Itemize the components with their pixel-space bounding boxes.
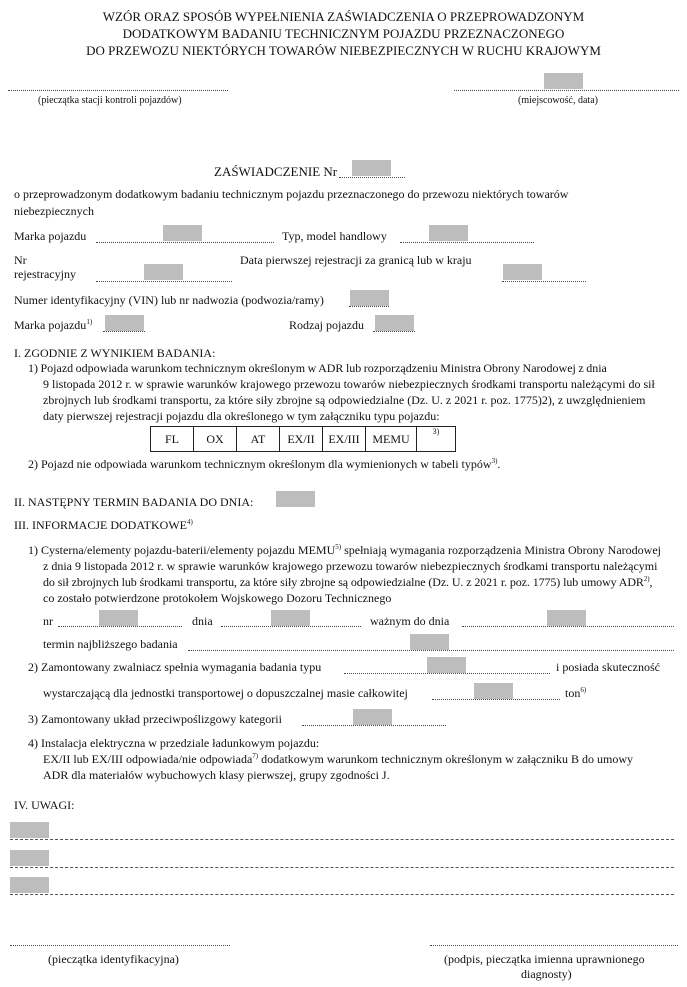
type-memu[interactable]: MEMU <box>366 427 417 452</box>
valid-until-line <box>462 626 674 627</box>
first-registration-line <box>502 281 586 282</box>
vehicle-kind-line <box>373 331 415 332</box>
vin-field[interactable] <box>350 290 389 306</box>
make2-label: Marka pojazdu$^{1)}$ <box>14 318 93 332</box>
section3-item1-line2: z dnia 9 listopada 2012 r. w sprawie warunków krajowego przewozu towarów niebezpiecznych środkami transportu należącymi <box>43 559 658 573</box>
title-line-3: DO PRZEWOZU NIEKTÓRYCH TOWARÓW NIEBEZPIECZNYCH W RUCHU KRAJOWYM <box>86 43 601 58</box>
protocol-nr-line <box>58 626 182 627</box>
protocol-date-label: dnia <box>192 614 213 628</box>
section1-item1-line3: zbrojnych lub środkami transportu, za które siły zbrojne są odpowiedzialne (Dz. U. z 2021 r. poz. 1775)2), z uwzględnieniem <box>43 393 646 407</box>
types-footnote: 3) <box>417 427 456 452</box>
reg-number-label-2: rejestracyjny <box>14 267 76 281</box>
section1-item2: 2) Pojazd nie odpowiada warunkom technicznym określonym dla wymienionych w tabeli typów$^{3)}$. <box>28 457 501 471</box>
make2-line <box>103 331 145 332</box>
id-stamp-line <box>10 945 230 946</box>
section1-heading: I. ZGODNIE Z WYNIKIEM BADANIA: <box>14 346 216 360</box>
stamp-line <box>8 90 228 91</box>
section3-heading: III. INFORMACJE DODATKOWE$^{4)}$ <box>14 518 193 532</box>
section3-item2-b: i posiada skuteczność <box>556 660 660 674</box>
type-ox[interactable]: OX <box>194 427 237 452</box>
type-ex-ii[interactable]: EX/II <box>280 427 323 452</box>
make-line <box>96 242 274 243</box>
id-stamp-label: (pieczątka identyfikacyjna) <box>48 952 179 966</box>
section3-item2-c: wystarczającą dla jednostki transportowej o dopuszczalnej masie całkowitej <box>43 686 408 700</box>
reg-number-label-1: Nr <box>14 253 27 267</box>
vehicle-kind-field[interactable] <box>375 315 414 331</box>
type-ex-iii[interactable]: EX/III <box>323 427 366 452</box>
retarder-type-line <box>344 673 550 674</box>
remarks-field-2[interactable] <box>10 850 49 866</box>
first-registration-label: Data pierwszej rejestracji za granicą lub w kraju <box>240 253 472 267</box>
next-test-field[interactable] <box>410 634 449 650</box>
make-label: Marka pojazdu <box>14 229 87 243</box>
type-at[interactable]: AT <box>237 427 280 452</box>
type-model-field[interactable] <box>429 225 468 241</box>
protocol-nr-label: nr <box>43 614 53 628</box>
reg-number-field[interactable] <box>144 264 183 280</box>
section4-heading: IV. UWAGI: <box>14 798 75 812</box>
protocol-date-field[interactable] <box>271 610 310 626</box>
type-model-label: Typ, model handlowy <box>282 229 387 243</box>
reg-number-line <box>96 281 232 282</box>
next-test-label: termin najbliższego badania <box>43 637 178 651</box>
certificate-number-line <box>339 177 405 178</box>
stamp-label: (pieczątka stacji kontroli pojazdów) <box>38 95 182 106</box>
section3-item4-line2: EX/II lub EX/III odpowiada/nie odpowiada$^{7)}$ dodatkowym warunkom technicznym określonym w załączniku B do umowy <box>43 752 634 766</box>
section1-item1-line2: 9 listopada 2012 r. w sprawie warunków krajowego przewozu towarów niebezpiecznych środkami transportu należącymi do sił <box>43 377 655 391</box>
vin-line <box>349 306 389 307</box>
type-model-line <box>400 242 534 243</box>
remarks-line-3 <box>10 894 674 895</box>
signature-label-2: diagnosty) <box>521 967 572 981</box>
protocol-date-line <box>221 626 361 627</box>
signature-line <box>430 945 678 946</box>
valid-until-field[interactable] <box>547 610 586 626</box>
section1-item1-line4: daty pierwszej rejestracji pojazdu dla określonego w tym załączniku typu pojazdu: <box>43 409 440 423</box>
type-fl[interactable]: FL <box>151 427 194 452</box>
vehicle-type-table <box>150 426 456 452</box>
next-test-line <box>188 650 674 651</box>
certificate-intro-line-2: niebezpiecznych <box>14 204 94 218</box>
signature-label-1: (podpis, pieczątka imienna uprawnionego <box>444 952 645 966</box>
place-date-line <box>454 90 679 91</box>
certificate-number-field[interactable] <box>352 160 391 176</box>
place-date-field[interactable] <box>544 73 583 89</box>
valid-until-label: ważnym do dnia <box>370 614 450 628</box>
section3-item3: 3) Zamontowany układ przeciwpoślizgowy kategorii <box>28 712 282 726</box>
section3-item1-line4: co zostało potwierdzone protokołem Wojskowego Dozoru Technicznego <box>43 591 392 605</box>
remarks-field-1[interactable] <box>10 822 49 838</box>
section3-item4-line1: 4) Instalacja elektryczna w przedziale ładunkowym pojazdu: <box>28 736 320 750</box>
first-registration-field[interactable] <box>503 264 542 280</box>
remarks-line-2 <box>10 867 674 868</box>
place-date-label: (miejscowość, data) <box>518 95 598 106</box>
next-test-date-field[interactable] <box>276 491 315 507</box>
make2-field[interactable] <box>105 315 144 331</box>
section2-heading: II. NASTĘPNY TERMIN BADANIA DO DNIA: <box>14 495 254 509</box>
mass-line <box>432 699 560 700</box>
certificate-heading: ZAŚWIADCZENIE Nr <box>214 164 338 179</box>
title-line-1: WZÓR ORAZ SPOSÓB WYPEŁNIENIA ZAŚWIADCZENIA O PRZEPROWADZONYM <box>102 9 585 24</box>
retarder-type-field[interactable] <box>427 657 466 673</box>
mass-field[interactable] <box>474 683 513 699</box>
remarks-field-3[interactable] <box>10 877 49 893</box>
ton-label: ton$^{6)}$ <box>565 686 587 700</box>
protocol-nr-field[interactable] <box>99 610 138 626</box>
section1-item1-line1: 1) Pojazd odpowiada warunkom technicznym określonym w ADR lub rozporządzeniu Ministra Obrony Narodowej z dnia <box>28 361 607 375</box>
certificate-intro-line-1: o przeprowadzonym dodatkowym badaniu technicznym pojazdu przeznaczonego do przewozu niektórych towarów <box>14 187 569 201</box>
section3-item1-line1: 1) Cysterna/elementy pojazdu-baterii/elementy pojazdu MEMU$^{5)}$ spełniają wymagania rozporządzenia Ministra Obrony Narodowej <box>28 543 661 557</box>
section3-item2-a: 2) Zamontowany zwalniacz spełnia wymagania badania typu <box>28 660 322 674</box>
make-field[interactable] <box>163 225 202 241</box>
remarks-line-1 <box>10 839 674 840</box>
title-line-2: DODATKOWYM BADANIU TECHNICZNYM POJAZDU PRZEZNACZONEGO <box>122 26 565 41</box>
vin-label: Numer identyfikacyjny (VIN) lub nr nadwozia (podwozia/ramy) <box>14 293 324 307</box>
section3-item4-line3: ADR dla materiałów wybuchowych klasy pierwszej, grupy zgodności J. <box>43 768 390 782</box>
section3-item1-line3: do sił zbrojnych lub środkami transportu, za które siły zbrojne są odpowiedzialne (Dz. U. z 2021 r. poz. 1775) lub umowy ADR$^{2)}$, <box>43 575 653 589</box>
abs-category-line <box>302 725 446 726</box>
abs-category-field[interactable] <box>353 709 392 725</box>
vehicle-kind-label: Rodzaj pojazdu <box>289 318 364 332</box>
document-title <box>0 8 687 59</box>
